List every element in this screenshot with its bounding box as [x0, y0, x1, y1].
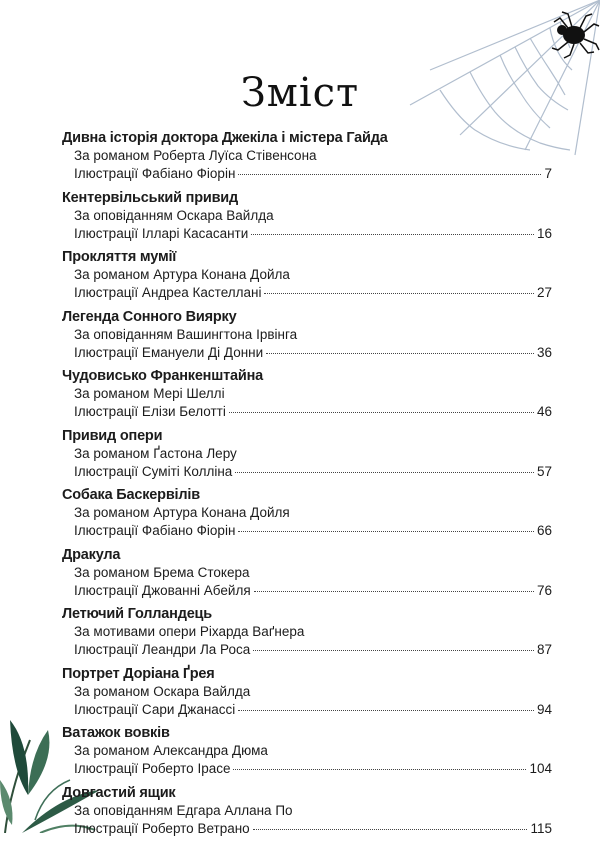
toc-leader-dots — [251, 233, 534, 235]
toc-entry-page: 36 — [536, 344, 552, 360]
toc-entry-source: За романом Артура Конана Дойла — [74, 267, 290, 282]
toc-entry-illustrator: Ілюстрації Ілларі Касасанти — [74, 225, 249, 241]
toc-entry-title[interactable]: Чудовисько Франкенштайна — [62, 368, 264, 384]
toc-entry-page: 115 — [530, 820, 552, 836]
toc-entry-title[interactable]: Привид опери — [62, 427, 163, 444]
toc-leader-dots — [254, 590, 534, 592]
toc-entry-illustrator: Ілюстрації Сари Джанассі — [74, 701, 236, 717]
toc-entry-title[interactable]: Портрет Доріана Ґрея — [62, 665, 215, 682]
toc-entry-page: 57 — [536, 463, 552, 479]
toc-entry[interactable] — [62, 666, 552, 719]
toc-entry-illustrator: Ілюстрації Леандри Ла Роса — [74, 642, 251, 657]
toc-entry-title[interactable]: Довгастий ящик — [62, 784, 176, 801]
toc-entry-page: 66 — [536, 523, 552, 538]
toc-entry-source: За романом Оскара Вайлда — [74, 683, 251, 699]
toc-entry-title[interactable]: Прокляття мумії — [62, 249, 177, 265]
toc-entry-page: 76 — [536, 582, 552, 598]
toc-entry-source: За оповіданням Едгара Аллана По — [74, 802, 293, 818]
toc-entry-illustrator: Ілюстрації Емануели Ді Донни — [74, 344, 264, 360]
toc-entry[interactable] — [62, 368, 552, 421]
toc-entry-source: За романом Александра Дюма — [74, 743, 268, 758]
toc-entry-illustrator: Ілюстрації Фабіано Фіорін — [74, 523, 236, 538]
toc-leader-dots — [238, 530, 534, 532]
toc-entry-illustrator: Ілюстрації Елізи Белотті — [74, 404, 226, 419]
toc-entry[interactable] — [62, 547, 552, 600]
toc-entry-title[interactable]: Дракула — [62, 546, 121, 563]
toc-entry[interactable] — [62, 130, 552, 183]
toc-entry-source: За романом Брема Стокера — [74, 564, 250, 580]
toc-entry-page: 87 — [536, 642, 552, 657]
toc-entry-title[interactable]: Дивна історія доктора Джекіла і містера Гайда — [62, 130, 388, 146]
toc-entry[interactable] — [62, 309, 552, 362]
toc-entry-illustrator: Ілюстрації Андреа Кастеллані — [74, 285, 262, 300]
toc-entry[interactable] — [62, 487, 552, 540]
toc-entry-source: За романом Мері Шеллі — [74, 386, 225, 401]
toc-entry-illustrator: Ілюстрації Роберто Ветрано — [74, 820, 250, 836]
toc-entry-page: 27 — [536, 285, 552, 300]
toc-entry-source: За оповіданням Вашингтона Ірвінга — [74, 326, 298, 342]
toc-leader-dots — [238, 173, 541, 175]
toc-leader-dots — [266, 352, 534, 354]
toc-entry-page: 46 — [536, 404, 552, 419]
toc-leader-dots — [233, 768, 526, 770]
toc-entry[interactable] — [62, 725, 552, 778]
toc-entry-page: 16 — [536, 225, 552, 241]
toc-leader-dots — [229, 411, 534, 413]
toc-entry-title[interactable]: Собака Баскервілів — [62, 487, 200, 503]
page-title: Зміст — [240, 70, 360, 116]
toc-leader-dots — [235, 471, 534, 473]
toc-entry-illustrator: Ілюстрації Роберто Ірасе — [74, 761, 231, 776]
toc-entry[interactable] — [62, 190, 552, 243]
toc-entry-page: 104 — [529, 761, 552, 776]
toc-entry[interactable] — [62, 606, 552, 659]
toc-entry-page: 7 — [544, 166, 552, 181]
toc-leader-dots — [253, 828, 528, 830]
toc-entry-source: За романом Артура Конана Дойля — [74, 505, 290, 520]
toc-entry-title[interactable]: Кентервільський привид — [62, 189, 239, 206]
toc-leader-dots — [264, 292, 533, 294]
toc-entry-illustrator: Ілюстрації Суміті Колліна — [74, 463, 233, 479]
table-of-contents — [62, 130, 552, 844]
toc-entry-page: 94 — [536, 701, 552, 717]
toc-entry-title[interactable]: Летючий Голландець — [62, 606, 212, 622]
toc-entry[interactable] — [62, 428, 552, 481]
toc-leader-dots — [238, 709, 534, 711]
toc-entry-illustrator: Ілюстрації Фабіано Фіорін — [74, 166, 236, 181]
toc-entry-title[interactable]: Легенда Сонного Виярку — [62, 308, 237, 325]
toc-entry-title[interactable]: Ватажок вовків — [62, 725, 170, 741]
toc-entry-source: За оповіданням Оскара Вайлда — [74, 207, 274, 223]
toc-entry-source: За мотивами опери Ріхарда Ваґнера — [74, 624, 305, 639]
toc-entry[interactable] — [62, 249, 552, 302]
toc-leader-dots — [253, 649, 534, 651]
toc-entry-illustrator: Ілюстрації Джованні Абейля — [74, 582, 251, 598]
toc-entry-source: За романом Роберта Луїса Стівенсона — [74, 148, 317, 163]
toc-entry[interactable] — [62, 785, 552, 838]
toc-entry-source: За романом Ґастона Леру — [74, 445, 237, 461]
